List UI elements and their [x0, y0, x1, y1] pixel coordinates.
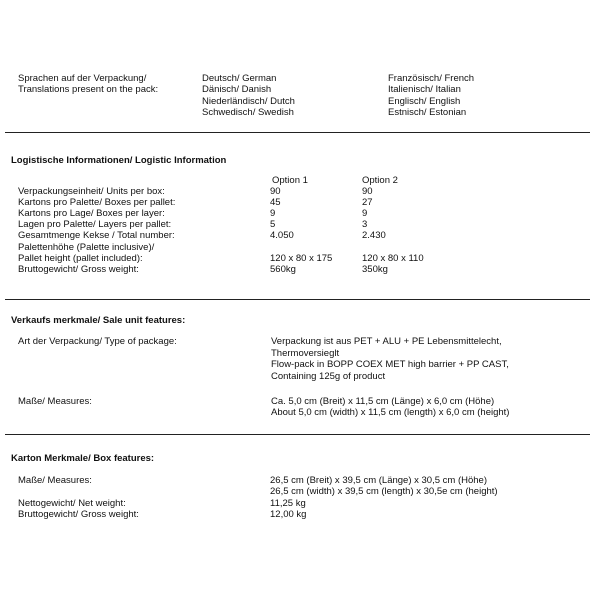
package-type-line: Flow-pack in BOPP COEX MET high barrier + PP CAST, [271, 359, 509, 370]
sale-section-title: Verkaufs merkmale/ Sale unit features: [11, 315, 186, 326]
language-item: Estnisch/ Estonian [388, 107, 467, 118]
package-type-line: Containing 125g of product [271, 371, 386, 382]
net-weight-label: Nettogewicht/ Net weight: [18, 498, 126, 509]
logistic-section-title: Logistische Informationen/ Logistic Information [11, 155, 227, 166]
box-measures-label: Maße/ Measures: [18, 475, 92, 486]
box-measures-line: 26,5 cm (width) x 39,5 cm (length) x 30,5e cm (height) [270, 486, 498, 497]
logistic-row-option1: 560kg [270, 264, 296, 275]
logistic-row-option2: 120 x 80 x 110 [362, 253, 424, 264]
package-type-line: Verpackung ist aus PET + ALU + PE Lebensmittelecht, [271, 336, 502, 347]
net-weight-value: 11,25 kg [270, 498, 306, 509]
logistic-row-label: Pallet height (pallet included): [18, 253, 143, 264]
gross-weight-value: 12,00 kg [270, 509, 307, 520]
logistic-row-option2: 3 [362, 219, 368, 230]
logistic-row-label: Lagen pro Palette/ Layers per pallet: [18, 219, 172, 230]
box-measures-line: 26,5 cm (Breit) x 39,5 cm (Länge) x 30,5 cm (Höhe) [270, 475, 487, 486]
logistic-row-option2: 2.430 [362, 230, 386, 241]
sale-measures-line: Ca. 5,0 cm (Breit) x 11,5 cm (Länge) x 6,0 cm (Höhe) [271, 396, 495, 407]
sale-measures-label: Maße/ Measures: [18, 396, 92, 407]
option1-header: Option 1 [272, 175, 308, 186]
logistic-row-option1: 4.050 [270, 230, 294, 241]
logistic-row-option2: 27 [362, 197, 373, 208]
logistic-row-label: Gesamtmenge Kekse / Total number: [18, 230, 175, 241]
option2-header: Option 2 [362, 175, 398, 186]
logistic-row-label: Bruttogewicht/ Gross weight: [18, 264, 139, 275]
language-item: Dänisch/ Danish [202, 84, 272, 95]
logistic-row-option2: 9 [362, 208, 368, 219]
logistic-row-option1: 90 [270, 186, 281, 197]
logistic-row-option2: 90 [362, 186, 373, 197]
box-section-title: Karton Merkmale/ Box features: [11, 453, 155, 464]
language-item: Niederländisch/ Dutch [202, 96, 295, 107]
logistic-row-label: Verpackungseinheit/ Units per box: [18, 186, 165, 197]
section-divider [5, 434, 590, 435]
translations-label-en: Translations present on the pack: [18, 84, 159, 95]
language-item: Englisch/ English [388, 96, 461, 107]
logistic-row-option2: 350kg [362, 264, 388, 275]
logistic-row-option1: 5 [270, 219, 276, 230]
sale-measures-line: About 5,0 cm (width) x 11,5 cm (length) x 6,0 cm (height) [271, 407, 510, 418]
language-item: Deutsch/ German [202, 73, 277, 84]
section-divider [5, 299, 590, 300]
gross-weight-label: Bruttogewicht/ Gross weight: [18, 509, 139, 520]
translations-label-de: Sprachen auf der Verpackung/ [18, 73, 147, 84]
language-item: Schwedisch/ Swedish [202, 107, 294, 118]
logistic-row-label: Kartons pro Palette/ Boxes per pallet: [18, 197, 176, 208]
logistic-row-label: Kartons pro Lage/ Boxes per layer: [18, 208, 165, 219]
logistic-row-option1: 120 x 80 x 175 [270, 253, 333, 264]
section-divider [5, 132, 590, 133]
logistic-row-label: Palettenhöhe (Palette inclusive)/ [18, 242, 155, 253]
logistic-row-option1: 9 [270, 208, 276, 219]
language-item: Französisch/ French [388, 73, 475, 84]
package-type-label: Art der Verpackung/ Type of package: [18, 336, 177, 347]
logistic-row-option1: 45 [270, 197, 281, 208]
language-item: Italienisch/ Italian [388, 84, 461, 95]
package-type-line: Thermoversieglt [271, 348, 340, 359]
